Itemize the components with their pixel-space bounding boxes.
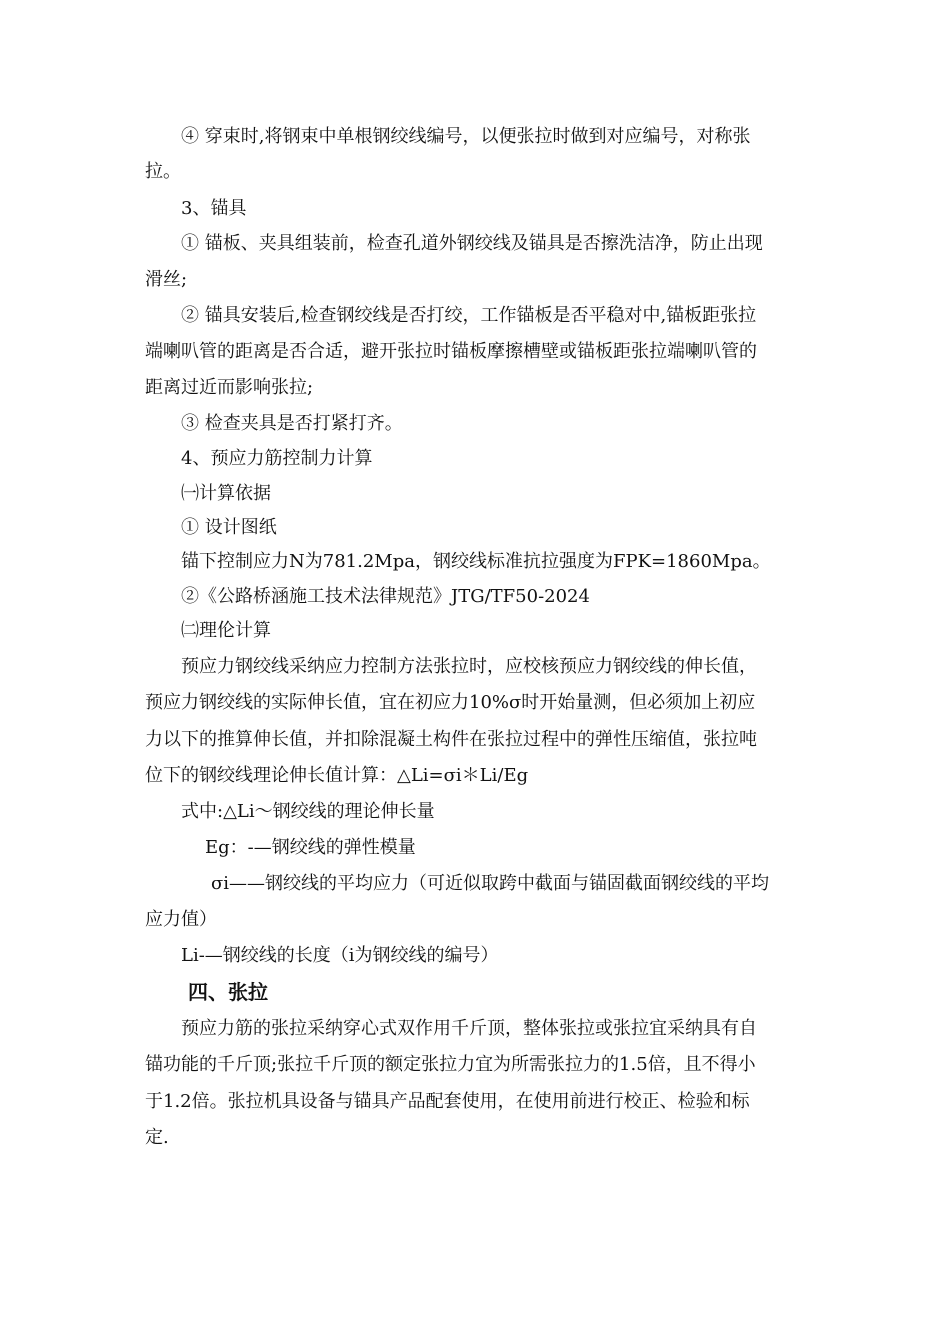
section-heading: 3、锚具 — [181, 198, 247, 219]
text-line: 预应力钢绞线的实际伸长值，宜在初应力10%σ时开始量测，但必须加上初应 — [145, 692, 756, 713]
section-heading: 4、预应力筋控制力计算 — [181, 448, 373, 469]
text-line: ④ 穿束时,将钢束中单根钢绞线编号，以便张拉时做到对应编号，对称张 — [181, 126, 751, 147]
subsection-heading: ㈡理伦计算 — [181, 620, 271, 641]
text-line: ② 锚具安装后,检查钢绞线是否打绞，工作锚板是否平稳对中,锚板距张拉 — [181, 305, 757, 326]
text-line: 于1.2倍。张拉机具设备与锚具产品配套使用，在使用前进行校正、检验和标 — [145, 1091, 750, 1112]
text-line: 拉。 — [145, 161, 181, 182]
text-line: ① 设计图纸 — [181, 517, 277, 538]
text-line: 定. — [145, 1127, 169, 1148]
text-line: 锚功能的千斤顶;张拉千斤顶的额定张拉力宜为所需张拉力的1.5倍，且不得小 — [145, 1054, 756, 1075]
text-line: 式中:△Li～钢绞线的理论伸长量 — [181, 801, 435, 822]
text-line: 端喇叭管的距离是否合适，避开张拉时锚板摩擦槽壁或锚板距张拉端喇叭管的 — [145, 341, 757, 362]
text-line: 应力值） — [145, 909, 217, 930]
text-line: 距离过近而影响张拉; — [145, 377, 314, 398]
text-line: 锚下控制应力N为781.2Mpa，钢绞线标准抗拉强度为FPK=1860Mpa。 — [181, 551, 771, 572]
text-line: 预应力筋的张拉采纳穿心式双作用千斤顶，整体张拉或张拉宜采纳具有自 — [181, 1018, 757, 1039]
text-line: 滑丝; — [145, 269, 188, 290]
text-line: ③ 检查夹具是否打紧打齐。 — [181, 413, 403, 434]
text-line: Li-—钢绞线的长度（i为钢绞线的编号） — [181, 945, 499, 966]
subsection-heading: ㈠计算依据 — [181, 483, 271, 504]
text-line: σi——钢绞线的平均应力（可近似取跨中截面与锚固截面钢绞线的平均 — [211, 873, 770, 894]
text-line: Eg：-—钢绞线的弹性模量 — [205, 837, 416, 858]
text-line: ②《公路桥涵施工技术法律规范》JTG/TF50-2024 — [181, 586, 590, 607]
text-line: 位下的钢绞线理论伸长值计算：△Li=σi＊Li/Eg — [145, 765, 529, 786]
text-line: ① 锚板、夹具组装前，检查孔道外钢绞线及锚具是否擦洗洁净，防止出现 — [181, 233, 763, 254]
text-line: 预应力钢绞线采纳应力控制方法张拉时，应校核预应力钢绞线的伸长值， — [181, 656, 757, 677]
text-line: 力以下的推算伸长值，并扣除混凝土构件在张拉过程中的弹性压缩值，张拉吨 — [145, 729, 757, 750]
chapter-heading: 四、张拉 — [188, 980, 268, 1004]
